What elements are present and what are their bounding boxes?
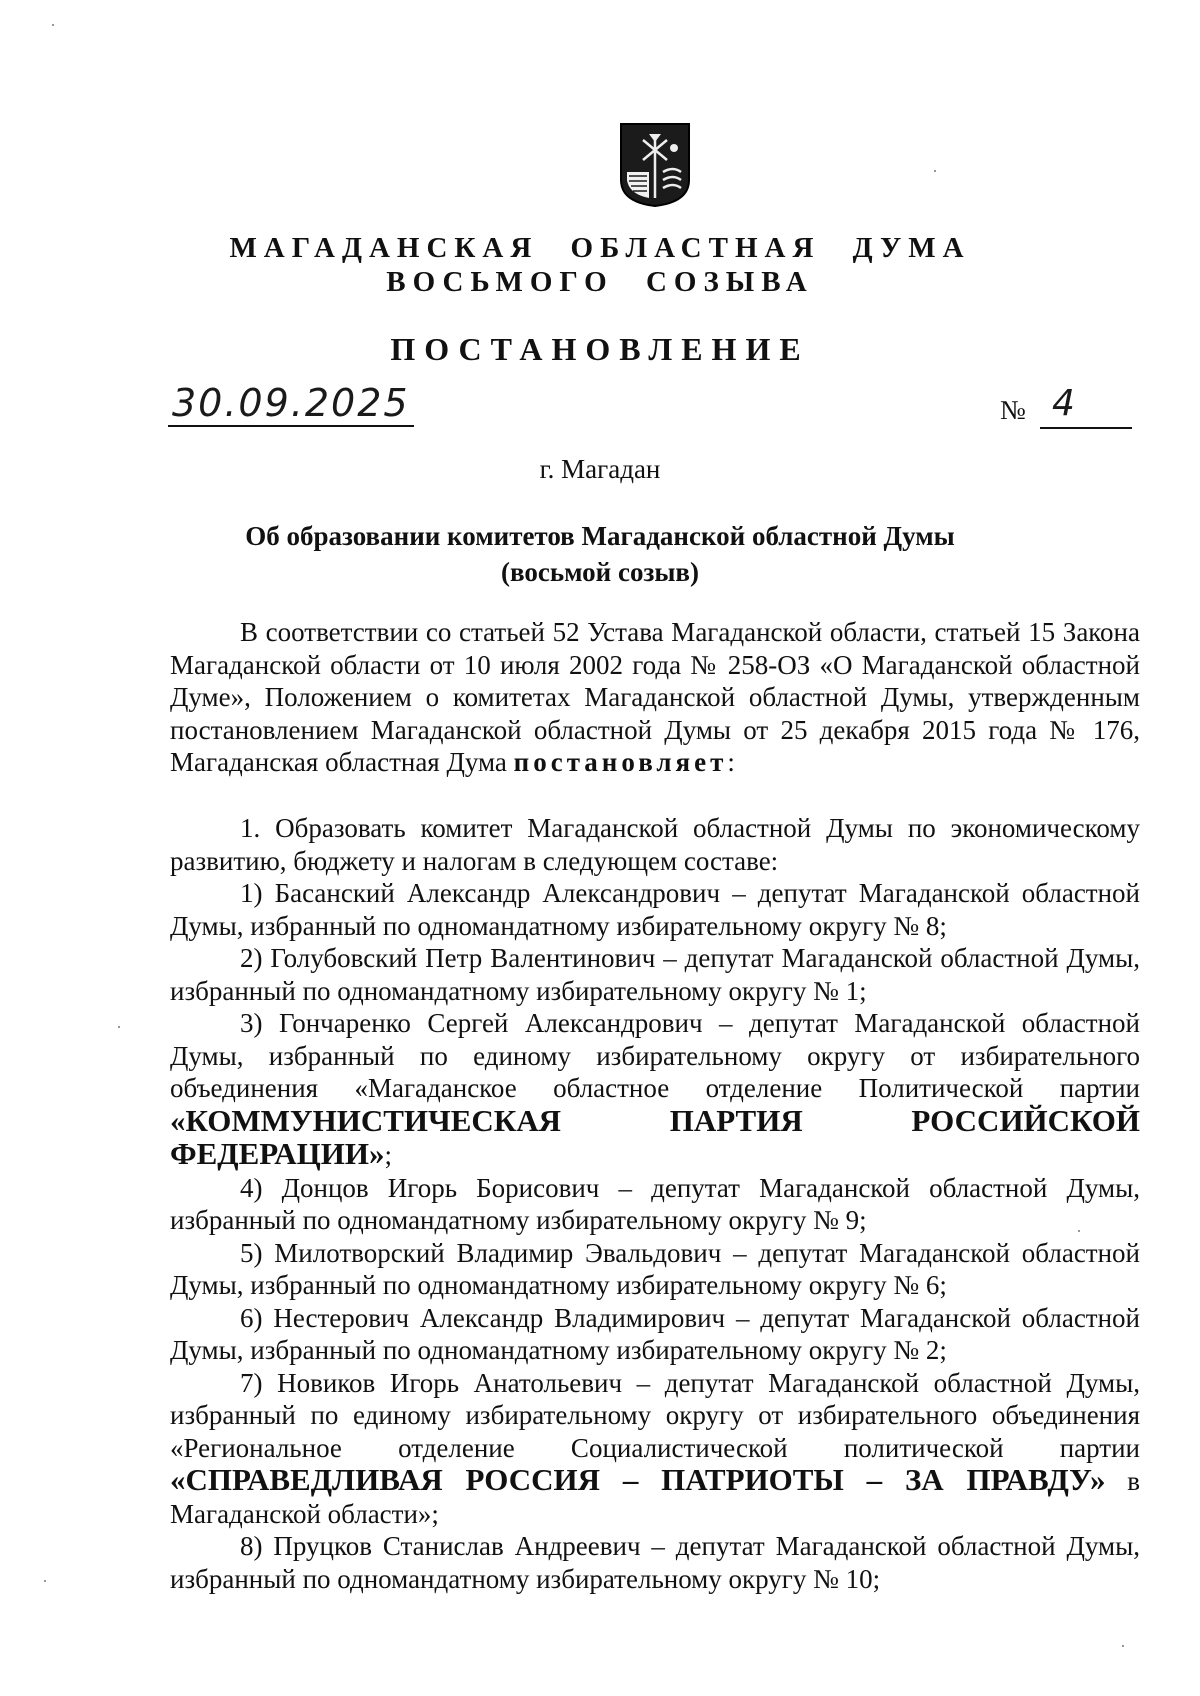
scan-speck bbox=[934, 170, 936, 172]
member-item-7 bbox=[170, 1367, 1140, 1531]
preamble bbox=[170, 616, 1140, 779]
preamble-paragraph bbox=[170, 616, 1140, 779]
scan-speck bbox=[52, 24, 54, 26]
preamble-emphasis: постановляет bbox=[513, 747, 728, 777]
preamble-text: В соответствии со статьей 52 Устава Магаданской области, статьей 15 Закона Магаданской области от 10 июля 2002 года № 258-ОЗ «О Магаданской областной Думе», Положением о комитетах Магаданской областной Думы, утвержденным постановлением Магаданской областной Думы от 25 декабря 2015 года № 176, Магаданская областная Дума bbox=[170, 617, 1140, 777]
number-underline bbox=[1040, 427, 1132, 429]
document-number-block bbox=[1000, 383, 1135, 431]
member-7-ending: в Магаданской области»; bbox=[170, 1466, 1140, 1529]
member-item-5: 5) Милотворский Владимир Эвальдович – депутат Магаданской областной Думы, избранный по одномандатному избирательному округу № 6; bbox=[170, 1237, 1140, 1300]
member-3-ending: ; bbox=[384, 1140, 393, 1170]
member-item-8: 8) Пруцков Станислав Андреевич – депутат Магаданской областной Думы, избранный по одномандатному избирательному округу № 10; bbox=[170, 1531, 1140, 1594]
document-type-heading: ПОСТАНОВЛЕНИЕ bbox=[390, 331, 810, 367]
clause-1: 1. Образовать комитет Магаданской областной Думы по экономическому развитию, бюджету и налогам в следующем составе: bbox=[170, 813, 1140, 876]
member-3-text: 3) Гончаренко Сергей Александрович – депутат Магаданской областной Думы, избранный по единому избирательному округу от избирательного объединения «Магаданское областное отделение Политической партии bbox=[170, 1008, 1140, 1103]
member-item-2: 2) Голубовский Петр Валентинович – депутат Магаданской областной Думы, избранный по одномандатному избирательному округу № 1; bbox=[170, 943, 1140, 1006]
title-line-2: (восьмой созыв) bbox=[501, 557, 699, 587]
committee-composition bbox=[170, 812, 1140, 1595]
coat-of-arms-emblem bbox=[619, 122, 691, 208]
organization-name: МАГАДАНСКАЯ ОБЛАСТНАЯ ДУМА bbox=[229, 232, 971, 264]
scan-speck bbox=[1122, 1645, 1124, 1647]
handwritten-date: 30.09.2025 bbox=[168, 381, 414, 427]
member-item-1: 1) Басанский Александр Александрович – депутат Магаданской областной Думы, избранный по одномандатному избирательному округу № 8; bbox=[170, 878, 1140, 941]
city-label: г. Магадан bbox=[539, 454, 661, 484]
party-name-kprf: «КОММУНИСТИЧЕСКАЯ ПАРТИЯ РОССИЙСКОЙ ФЕДЕРАЦИИ» bbox=[170, 1102, 1140, 1171]
party-name-sr: «СПРАВЕДЛИВАЯ РОССИЯ – ПАТРИОТЫ – ЗА ПРАВДУ» bbox=[170, 1462, 1106, 1497]
member-item-3 bbox=[170, 1007, 1140, 1172]
preamble-ending: : bbox=[727, 747, 735, 777]
resolution-title bbox=[0, 518, 1200, 590]
member-7-text: 7) Новиков Игорь Анатольевич – депутат Магаданской областной Думы, избранный по единому избирательному округу от избирательного объединения «Региональное отделение Социалистической политической партии bbox=[170, 1367, 1140, 1463]
title-line-1: Об образовании комитетов Магаданской областной Думы bbox=[245, 521, 955, 551]
member-item-6: 6) Нестерович Александр Владимирович – депутат Магаданской областной Думы, избранный по одномандатному избирательному округу № 2; bbox=[170, 1302, 1140, 1365]
scan-speck bbox=[1078, 1230, 1080, 1232]
scan-speck bbox=[44, 1580, 46, 1582]
number-label: № bbox=[1000, 395, 1026, 425]
handwritten-number: 4 bbox=[1052, 383, 1075, 424]
convocation-name: ВОСЬМОГО СОЗЫВА bbox=[386, 266, 814, 298]
scan-speck bbox=[118, 1026, 120, 1028]
member-item-4: 4) Донцов Игорь Борисович – депутат Магаданской областной Думы, избранный по одномандатному избирательному округу № 9; bbox=[170, 1172, 1140, 1235]
